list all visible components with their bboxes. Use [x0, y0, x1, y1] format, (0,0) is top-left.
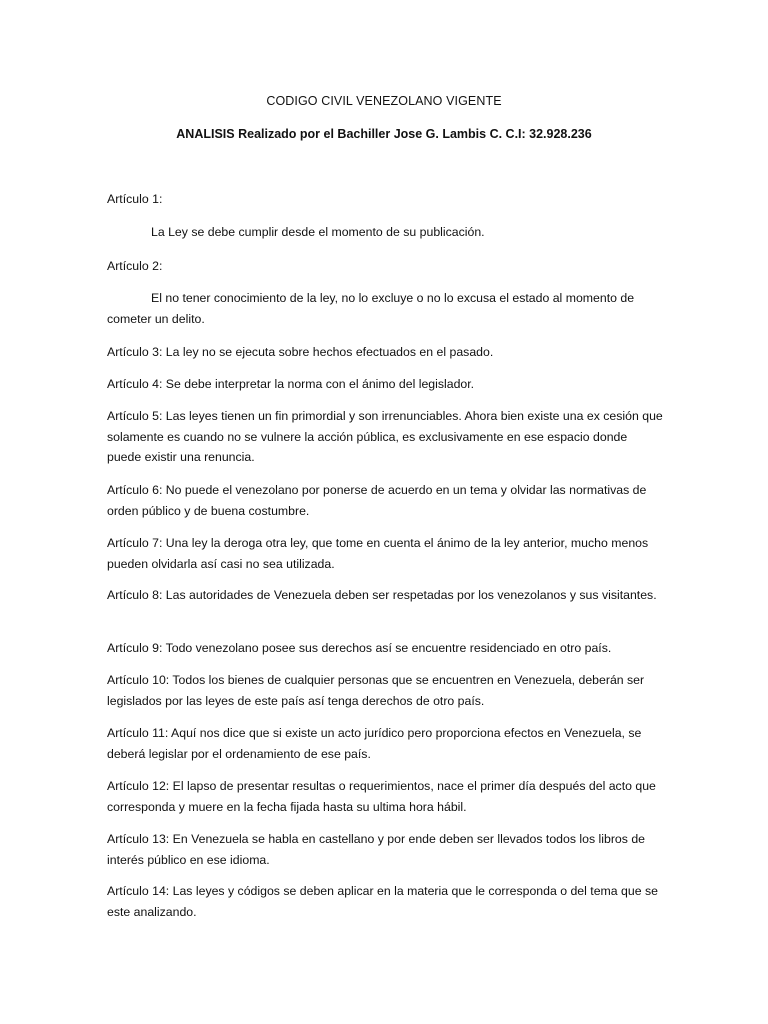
article-7-text: Una ley la deroga otra ley, que tome en cuenta el ánimo de la ley anterior, mucho menos pueden olvidarla así casi no sea utilizada.: [107, 536, 649, 571]
document-title: CODIGO CIVIL VENEZOLANO VIGENTE: [266, 94, 502, 108]
article-8-text: Las autoridades de Venezuela deben ser respetadas por los venezolanos y sus visitantes.: [165, 588, 657, 602]
article-4-label: Artículo 4:: [107, 377, 163, 391]
article-1-text: La Ley se debe cumplir desde el momento de su publicación.: [151, 225, 485, 239]
article-12-label: Artículo 12:: [107, 779, 170, 793]
article-13-label: Artículo 13:: [107, 832, 170, 846]
article-2-label: Artículo 2:: [107, 259, 163, 273]
article-6-text: No puede el venezolano por ponerse de acuerdo en un tema y olvidar las normativas de orden público y de buena costumbre.: [107, 483, 647, 518]
article-3-label: Artículo 3:: [107, 345, 163, 359]
article-7-label: Artículo 7:: [107, 536, 163, 550]
article-6-label: Artículo 6:: [107, 483, 163, 497]
article-14-label: Artículo 14:: [107, 884, 170, 898]
article-11-text: Aquí nos dice que si existe un acto jurídico pero proporciona efectos en Venezuela, se deberá legislar por el ordenamiento de ese país.: [107, 726, 642, 761]
article-12-text: El lapso de presentar resultas o requerimientos, nace el primer día después del acto que corresponda y muere en la fecha fijada hasta su ultima hora hábil.: [107, 779, 656, 814]
article-11-label: Artículo 11:: [107, 726, 169, 740]
article-10: [107, 670, 663, 711]
article-3-text: La ley no se ejecuta sobre hechos efectuados en el pasado.: [165, 345, 494, 359]
article-5-text: Las leyes tienen un fin primordial y son irrenunciables. Ahora bien existe una ex cesión que solamente es cuando no se vulnere la acción pública, es exclusivamente en ese espacio donde puede existir una renuncia.: [107, 409, 663, 464]
article-1-label: Artículo 1:: [107, 192, 163, 206]
article-6: [107, 480, 663, 521]
article-3: [107, 342, 663, 363]
article-2-text: El no tener conocimiento de la ley, no lo excluye o no lo excusa el estado al momento de cometer un delito.: [107, 291, 635, 326]
article-8-label: Artículo 8:: [107, 588, 163, 602]
article-10-label: Artículo 10:: [107, 673, 170, 687]
article-11: [107, 723, 663, 764]
article-14-text: Las leyes y códigos se deben aplicar en la materia que le corresponda o del tema que se este analizando.: [107, 884, 658, 919]
article-4: [107, 374, 663, 395]
article-9-label: Artículo 9:: [107, 641, 163, 655]
article-13: [107, 829, 663, 870]
document-subtitle: ANALISIS Realizado por el Bachiller Jose G. Lambis C. C.I: 32.928.236: [176, 127, 592, 141]
article-10-text: Todos los bienes de cualquier personas que se encuentren en Venezuela, deberán ser legislados por las leyes de este país así tenga derechos de otro país.: [107, 673, 645, 708]
article-7: [107, 533, 663, 574]
article-5-label: Artículo 5:: [107, 409, 163, 423]
article-9-text: Todo venezolano posee sus derechos así se encuentre residenciado en otro país.: [165, 641, 612, 655]
article-9: [107, 638, 663, 659]
article-4-text: Se debe interpretar la norma con el ánimo del legislador.: [165, 377, 475, 391]
article-5: [107, 406, 663, 468]
article-14: [107, 881, 663, 922]
article-13-text: En Venezuela se habla en castellano y por ende deben ser llevados todos los libros de interés público en ese idioma.: [107, 832, 646, 867]
article-8: [107, 585, 663, 606]
article-12: [107, 776, 663, 817]
